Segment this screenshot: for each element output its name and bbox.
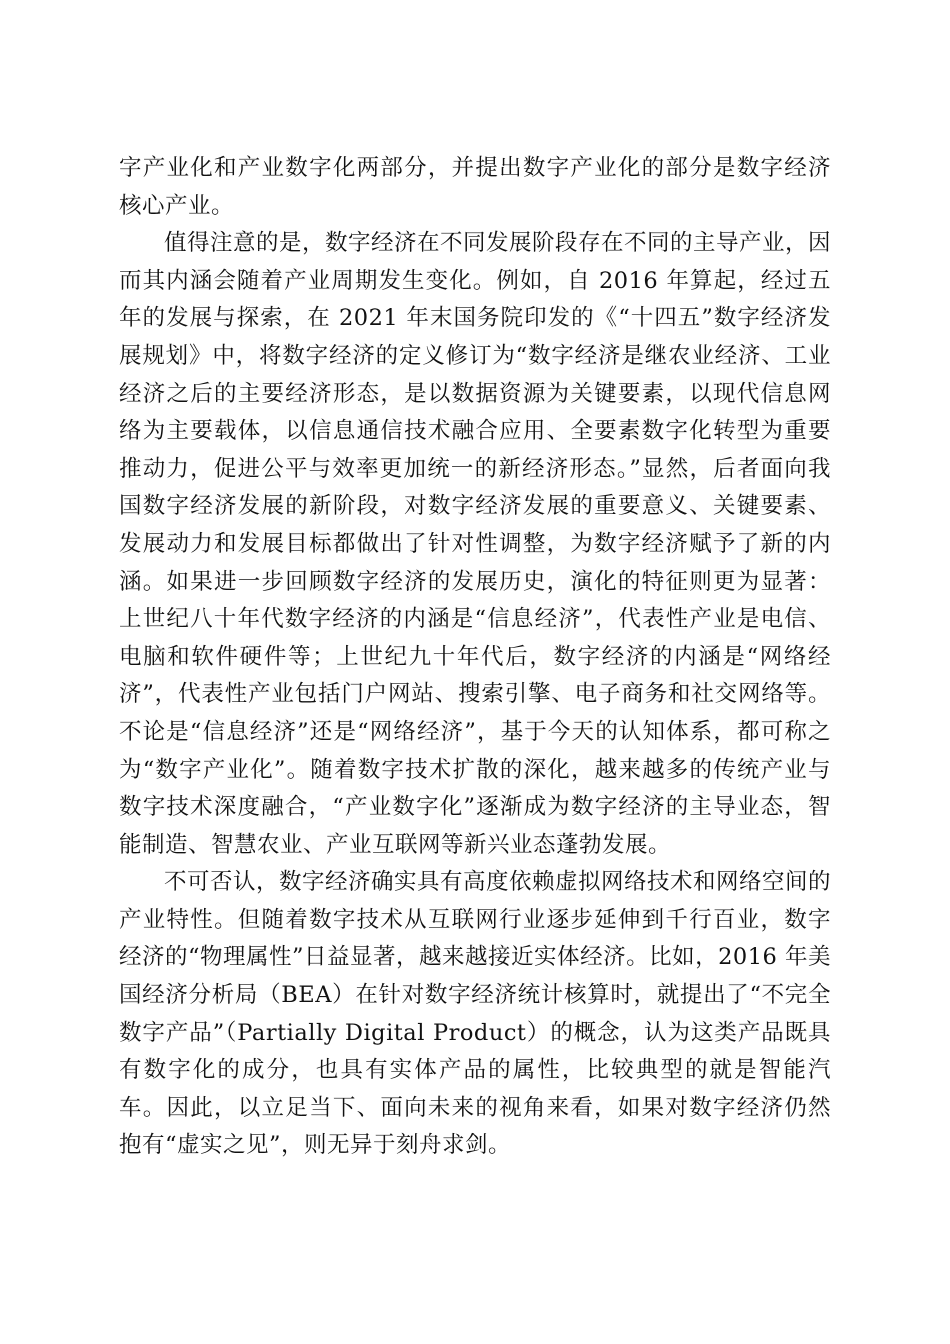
paragraph-continuation: 字产业化和产业数字化两部分，并提出数字产业化的部分是数字经济核心产业。 xyxy=(119,155,831,219)
paragraph-physical-attributes: 不可否认，数字经济确实具有高度依赖虚拟网络技术和网络空间的产业特性。但随着数字技术从互联网行业逐步延伸到千行百业，数字经济的“物理属性”日益显著，越来越接近实体经济。比如，2016 年美国经济分析局（BEA）在针对数字经济统计核算时，就提出了“不完全数字产品”（Partially Digital Product）的概念，认为这类产品既具有数字化的成分，也具有实体产品的属性，比较典型的就是智能汽车。因此，以立足当下、面向未来的视角来看，如果对数字经济仍然抱有“虚实之见”，则无异于刻舟求剑。 xyxy=(119,869,832,1159)
body-text xyxy=(119,150,831,1165)
paragraph-digital-economy-evolution: 值得注意的是，数字经济在不同发展阶段存在不同的主导产业，因而其内涵会随着产业周期发生变化。例如，自 2016 年算起，经过五年的发展与探索，在 2021 年末国务院印发的《“十四五”数字经济发展规划》中，将数字经济的定义修订为“数字经济是继农业经济、工业经济之后的主要经济形态，是以数据资源为关键要素，以现代信息网络为主要载体，以信息通信技术融合应用、全要素数字化转型为重要推动力，促进公平与效率更加统一的新经济形态。”显然，后者面向我国数字经济发展的新阶段，对数字经济发展的重要意义、关键要素、发展动力和发展目标都做出了针对性调整，为数字经济赋予了新的内涵。如果进一步回顾数字经济的发展历史，演化的特征则更为显著：上世纪八十年代数字经济的内涵是“信息经济”，代表性产业是电信、电脑和软件硬件等；上世纪九十年代后，数字经济的内涵是“网络经济”，代表性产业包括门户网站、搜索引擎、电子商务和社交网络等。不论是“信息经济”还是“网络经济”，基于今天的认知体系，都可称之为“数字产业化”。随着数字技术扩散的深化，越来越多的传统产业与数字技术深度融合，“产业数字化”逐渐成为数字经济的主导业态，智能制造、智慧农业、产业互联网等新兴业态蓬勃发展。 xyxy=(119,230,832,858)
